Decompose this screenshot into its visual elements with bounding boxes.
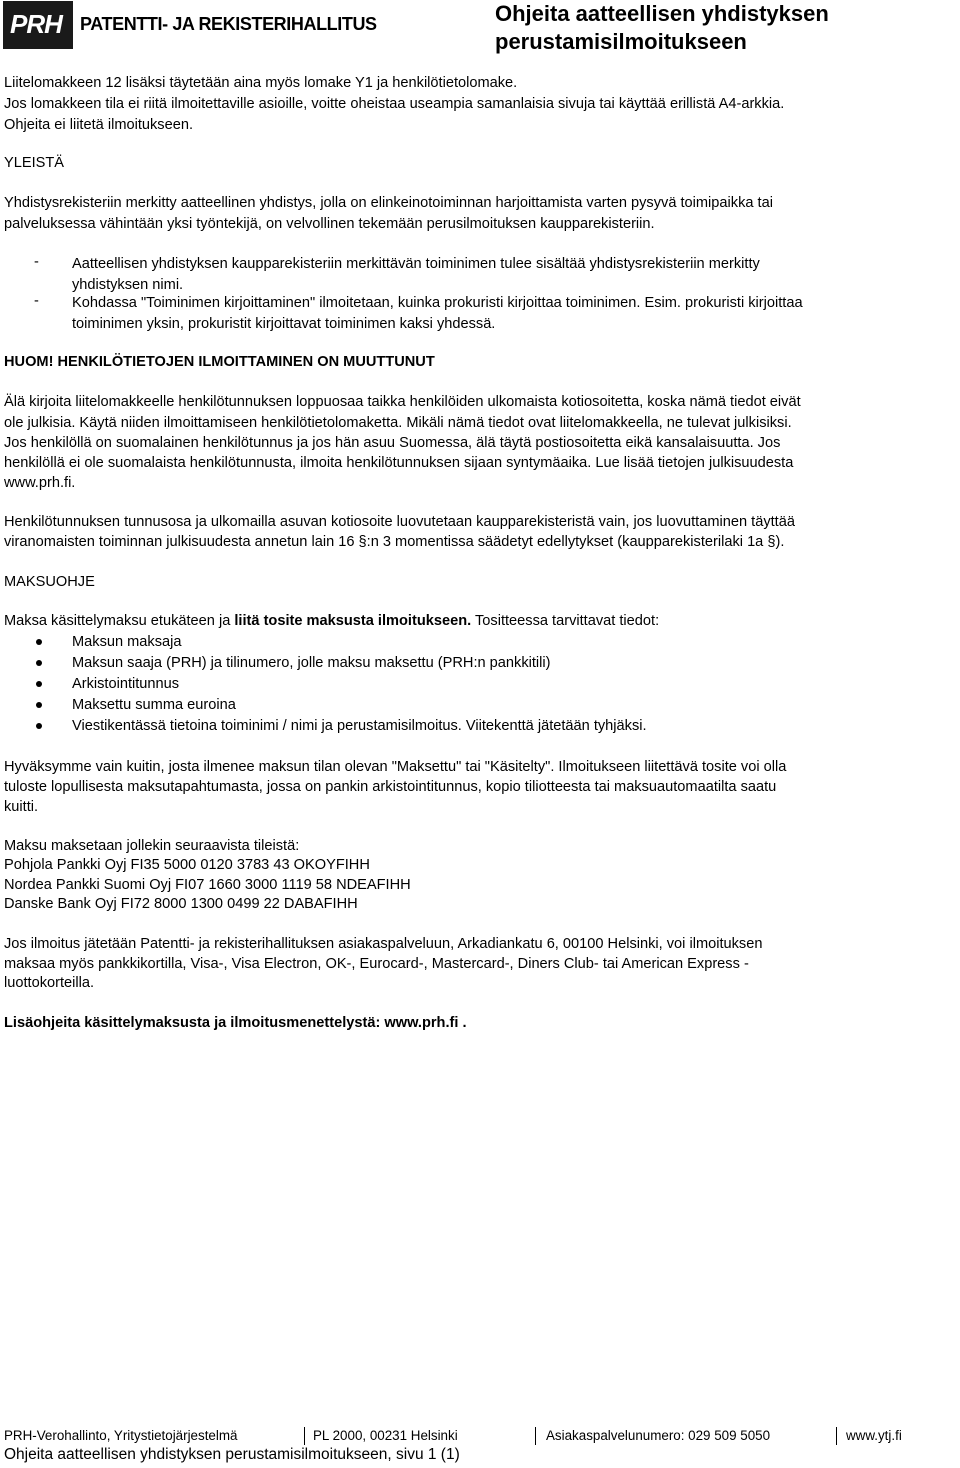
bank-account: Danske Bank Oyj FI72 8000 1300 0499 22 DABAFIHH — [4, 896, 358, 912]
dash-item-line: toiminimen yksin, prokuristit kirjoittavat toiminimen kaksi yhdessä. — [72, 316, 496, 332]
payment-intro — [4, 611, 659, 632]
dash-marker: - — [34, 293, 39, 309]
logo-text: PRH — [10, 9, 62, 39]
org-name: PATENTTI- JA REKISTERIHALLITUS — [80, 14, 377, 34]
intro-line: Liitelomakkeen 12 lisäksi täytetään aina myös lomake Y1 ja henkilötietolomake. — [4, 75, 518, 91]
bank-account: Pohjola Pankki Oyj FI35 5000 0120 3783 43 OKOYFIHH — [4, 857, 370, 873]
payment-bullet-item: Maksun maksaja — [72, 634, 182, 650]
desk-line: Jos ilmoitus jätetään Patentti- ja rekisterihallituksen asiakaspalveluun, Arkadiankatu 6, 00100 Helsinki, voi ilmoituksen — [4, 936, 763, 952]
footer-divider — [836, 1427, 837, 1445]
footer-divider — [535, 1427, 536, 1445]
notice-line: www.prh.fi. — [4, 475, 76, 491]
bank-account: Nordea Pankki Suomi Oyj FI07 1660 3000 1119 58 NDEAFIHH — [4, 877, 411, 893]
desk-line: luottokorteilla. — [4, 975, 95, 991]
title-line-1: Ohjeita aatteellisen yhdistyksen — [495, 1, 829, 26]
notice-line: Jos henkilöllä on suomalainen henkilötunnus ja jos hän asuu Suomessa, älä täytä postiosoitetta eikä kansalaisuutta. Jos — [4, 435, 781, 451]
general-text-line: Yhdistysrekisteriin merkitty aatteellinen yhdistys, jolla on elinkeinotoiminnan harjoittamista varten pysyvä toimipaikka tai — [4, 195, 773, 211]
payment-bullet-item: Arkistointitunnus — [72, 676, 180, 692]
intro-line: Jos lomakkeen tila ei riitä ilmoitettaville asioille, voitte oheistaa useampia samanlaisia sivuja tai käyttää erillistä A4-arkkia. — [4, 96, 785, 112]
payment-intro-bold: liitä tosite maksusta ilmoitukseen. — [234, 613, 472, 629]
notice-line: ole julkisia. Käytä niiden ilmoittamiseen henkilötietolomaketta. Mikäli nämä tiedot ovat liitelomakkeella, ne tulevat julkisiksi. — [4, 415, 792, 431]
document-title — [495, 0, 829, 56]
footer-address: PL 2000, 00231 Helsinki — [313, 1428, 458, 1443]
intro-line: Ohjeita ei liitetä ilmoitukseen. — [4, 117, 193, 133]
footer-website: www.ytj.fi — [846, 1428, 902, 1443]
bullet-dot — [36, 681, 42, 687]
bullet-dot — [36, 639, 42, 645]
notice-line: viranomaisten toiminnan julkisuudesta annetun lain 16 §:n 3 momentissa säädetyt edellytykset (kaupparekisterilaki 1a §). — [4, 534, 785, 550]
notice-line: Älä kirjoita liitelomakkeelle henkilötunnuksen loppuosaa taikka henkilöiden ulkomaista kotiosoitetta, koska nämä tiedot eivät — [4, 394, 801, 410]
footer-phone: Asiakaspalvelunumero: 029 509 5050 — [546, 1428, 771, 1443]
payment-bullet-item: Viestikentässä tietoina toiminimi / nimi ja perustamisilmoitus. Viitekenttä jätetään tyhjäksi. — [72, 718, 647, 734]
payment-intro-pre: Maksa käsittelymaksu etukäteen ja — [4, 613, 235, 629]
dash-item-line: Aatteellisen yhdistyksen kaupparekisteriin merkittävän toiminimen tulee sisältää yhdistysrekisteriin merkitty — [72, 256, 760, 272]
payment-heading: MAKSUOHJE — [4, 574, 95, 590]
payment-intro-post: Tositteessa tarvittavat tiedot: — [471, 613, 660, 629]
payment-bullet-item: Maksettu summa euroina — [72, 697, 236, 713]
receipt-line: kuitti. — [4, 799, 39, 815]
general-text-line: palveluksessa vähintään yksi työntekijä, on velvollinen tekemään perusilmoituksen kaupparekisteriin. — [4, 216, 655, 232]
receipt-line: tuloste lopullisesta maksutapahtumasta, jossa on pankin arkistointitunnus, kopio tiliotteesta tai maksuautomaatilta saatu — [4, 779, 777, 795]
bullet-dot — [36, 702, 42, 708]
payment-bullet-item: Maksun saaja (PRH) ja tilinumero, jolle maksu maksettu (PRH:n pankkitili) — [72, 655, 551, 671]
footer-divider — [304, 1427, 305, 1445]
notice-line: Henkilötunnuksen tunnusosa ja ulkomailla asuvan kotiosoite luovutetaan kaupparekisteristä vain, jos luovuttaminen täyttää — [4, 514, 795, 530]
receipt-line: Hyväksymme vain kuitin, josta ilmenee maksun tilan olevan "Maksettu" tai "Käsitelty". Ilmoitukseen liitettävä tosite voi olla — [4, 759, 787, 775]
notice-heading: HUOM! HENKILÖTIETOJEN ILMOITTAMINEN ON MUUTTUNUT — [4, 354, 435, 370]
bullet-dot — [36, 660, 42, 666]
footer-org: PRH-Verohallinto, Yritystietojärjestelmä — [4, 1428, 238, 1443]
general-heading: YLEISTÄ — [4, 155, 65, 171]
title-line-2: perustamisilmoitukseen — [495, 29, 747, 54]
desk-line: maksaa myös pankkikortilla, Visa-, Visa Electron, OK-, Eurocard-, Mastercard-, Diners Club- tai American Express - — [4, 956, 749, 972]
dash-marker: - — [34, 254, 39, 270]
notice-line: henkilöllä ei ole suomalaista henkilötunnusta, ilmoita henkilötunnuksen sijaan syntymäaika. Lue lisää tietojen julkisuudesta — [4, 455, 794, 471]
dash-item-line: yhdistyksen nimi. — [72, 277, 184, 293]
bullet-dot — [36, 723, 42, 729]
footer-page-label: Ohjeita aatteellisen yhdistyksen perustamisilmoitukseen, sivu 1 (1) — [4, 1446, 460, 1463]
accounts-intro: Maksu maksetaan jollekin seuraavista tileistä: — [4, 838, 300, 854]
dash-item-line: Kohdassa "Toiminimen kirjoittaminen" ilmoitetaan, kuinka prokuristi kirjoittaa toiminimen. Esim. prokuristi kirjoittaa — [72, 295, 803, 311]
more-info-link: Lisäohjeita käsittelymaksusta ja ilmoitusmenettelystä: www.prh.fi . — [4, 1015, 467, 1031]
